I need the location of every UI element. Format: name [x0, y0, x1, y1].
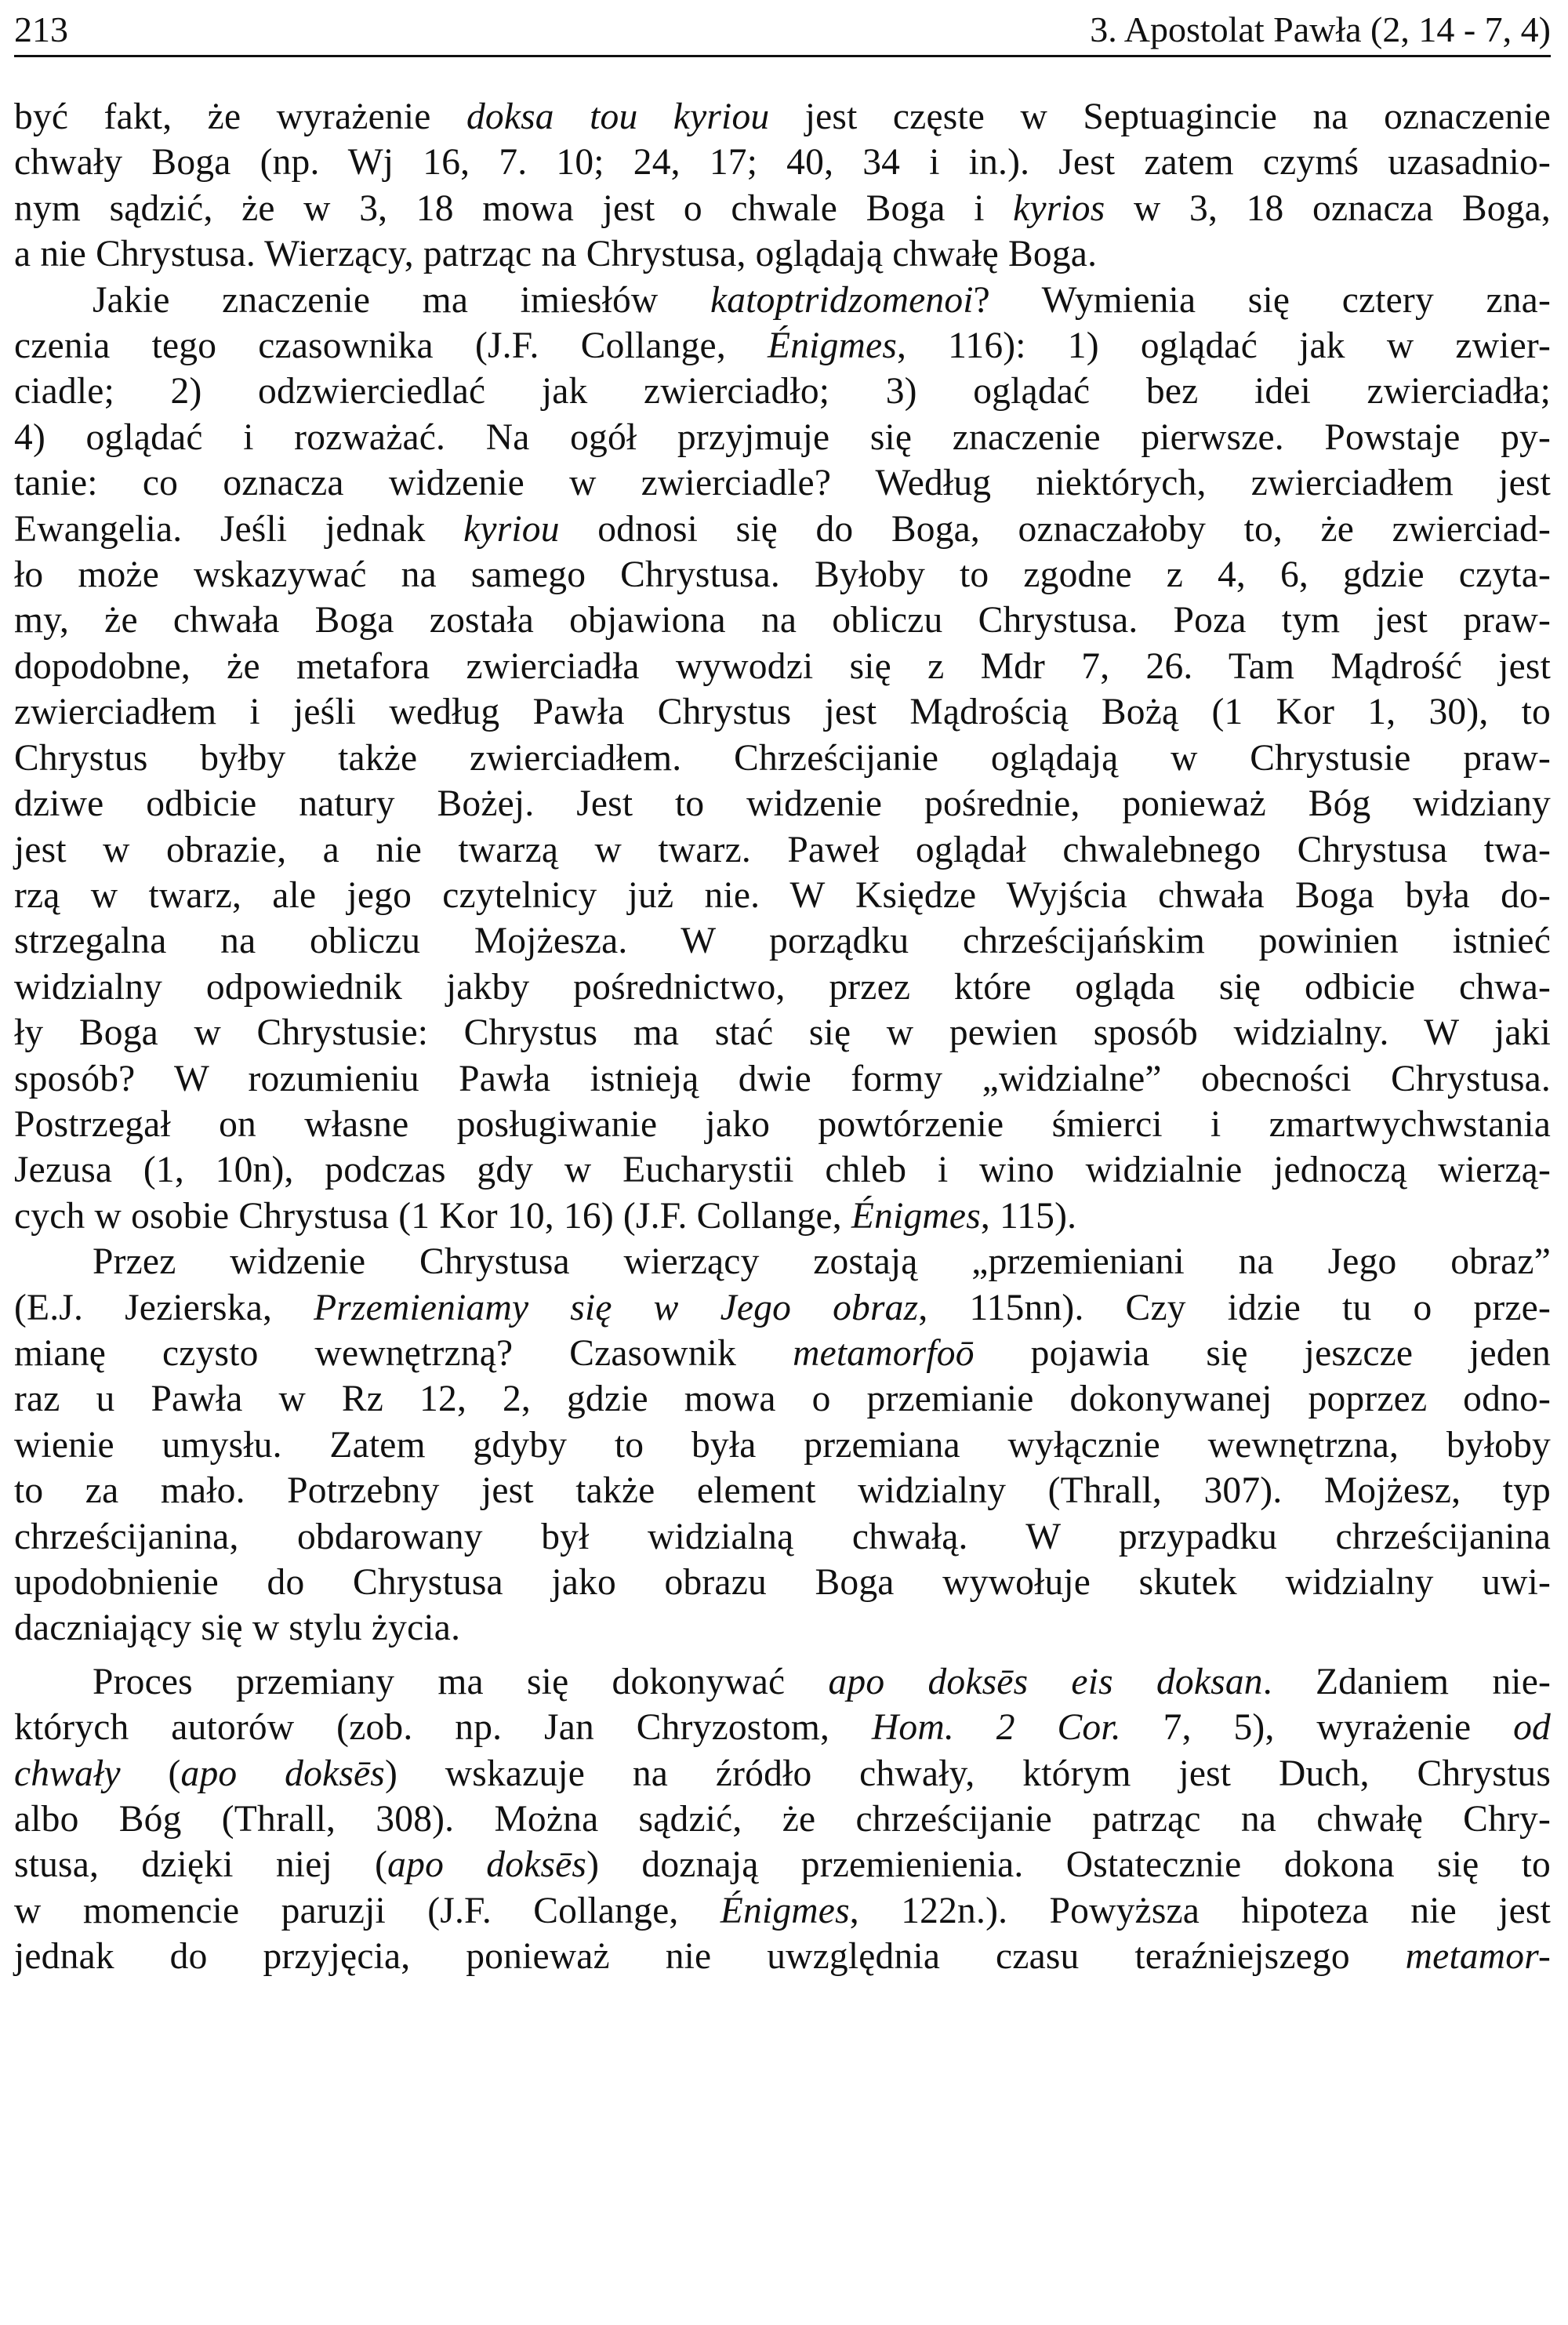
text-run: których autorów (zob. np. Jan Chryzostom, [14, 1707, 872, 1749]
text-line [14, 186, 1551, 231]
text-run: 4) oglądać i rozważać. Na ogół przyjmuje się znaczenie pierwsze. Powstaje py- [14, 416, 1551, 458]
text-run: ły Boga w Chrystusie: Chrystus ma stać się w pewien sposób widzialny. W jaki [14, 1012, 1551, 1054]
text-line [14, 1239, 1551, 1284]
text-line [14, 1147, 1551, 1193]
text-run: Przez widzenie Chrystusa wierzący zostają „przemieniani na Jego obraz” [93, 1241, 1551, 1283]
text-line [14, 1422, 1551, 1468]
italic-term: Énigmes [851, 1195, 981, 1237]
italic-term: apo doksēs eis doksan [828, 1661, 1263, 1702]
text-run: w 3, 18 oznacza Boga, [1105, 187, 1551, 229]
text-line [14, 1888, 1551, 1934]
text-line [14, 369, 1551, 414]
text-run: dziwe odbicie natury Bożej. Jest to widzenie pośrednie, ponieważ Bóg widziany [14, 783, 1551, 825]
text-run: (E.J. Jezierska, [14, 1287, 314, 1328]
text-line [14, 415, 1551, 460]
text-run: Jezusa (1, 10n), podczas gdy w Eucharystii chleb i wino widzialnie jednoczą wierzą- [14, 1150, 1551, 1191]
italic-term: Hom. 2 Cor. [871, 1707, 1121, 1749]
text-run: Jakie znaczenie ma imiesłów [93, 279, 710, 321]
text-run: być fakt, że wyrażenie [14, 96, 466, 137]
italic-term: metamor- [1405, 1936, 1551, 1978]
text-run: my, że chwała Boga została objawiona na obliczu Chrystusa. Poza tym jest praw- [14, 600, 1551, 641]
text-line [14, 1468, 1551, 1513]
text-line [14, 1193, 1551, 1239]
text-run: . Zdaniem nie- [1262, 1661, 1551, 1702]
italic-term: kyrios [1013, 187, 1105, 229]
text-run: , 115). [980, 1195, 1077, 1237]
text-line [14, 94, 1551, 140]
text-run: nym sądzić, że w 3, 18 mowa jest o chwale Boga i [14, 187, 1014, 229]
text-run: wienie umysłu. Zatem gdyby to była przemiana wyłącznie wewnętrzna, byłoby [14, 1424, 1551, 1466]
text-run: chrześcijanina, obdarowany był widzialną chwałą. W przypadku chrześcijanina [14, 1516, 1551, 1557]
text-run: ) doznają przemienienia. Ostatecznie dokona się to [586, 1844, 1551, 1886]
italic-term: apo doksēs [387, 1844, 587, 1886]
text-run: ło może wskazywać na samego Chrystusa. Byłoby to zgodne z 4, 6, gdzie czyta- [14, 554, 1551, 596]
text-run: rzą w twarz, ale jego czytelnicy już nie. W Księdze Wyjścia chwała Boga była do- [14, 874, 1551, 916]
text-line [14, 1010, 1551, 1055]
text-line [14, 598, 1551, 643]
text-line [14, 1842, 1551, 1887]
text-line [14, 1560, 1551, 1605]
text-run: albo Bóg (Thrall, 308). Można sądzić, że chrześcijanie patrząc na chwałę Chry- [14, 1799, 1551, 1840]
text-run: mianę czysto wewnętrzną? Czasownik [14, 1332, 793, 1374]
text-run: ( [120, 1753, 181, 1794]
italic-term: od [1513, 1707, 1551, 1749]
text-line [14, 460, 1551, 506]
text-run: Proces przemiany ma się dokonywać [93, 1661, 829, 1702]
text-run: Ewangelia. Jeśli jednak [14, 508, 464, 550]
text-line [14, 1934, 1551, 1979]
text-line [14, 507, 1551, 552]
text-line [14, 1751, 1551, 1796]
paragraph [14, 1659, 1551, 1980]
text-run: jest w obrazie, a nie twarzą w twarz. Paweł oglądał chwalebnego Chrystusa twa- [14, 829, 1551, 870]
text-line [14, 689, 1551, 735]
italic-term: Przemieniamy się w Jego obraz [314, 1287, 919, 1328]
text-line [14, 323, 1551, 369]
text-line [14, 1659, 1551, 1705]
text-run: , 116): 1) oglądać jak w zwier- [897, 325, 1551, 367]
body-text [14, 94, 1551, 1980]
text-line [14, 781, 1551, 826]
text-line [14, 231, 1551, 277]
text-run: tanie: co oznacza widzenie w zwierciadle? Według niektórych, zwierciadłem jest [14, 463, 1551, 504]
text-run: cych w osobie Chrystusa (1 Kor 10, 16) (J.F. Collange, [14, 1195, 851, 1237]
text-line [14, 965, 1551, 1010]
text-run: Postrzegał on własne posługiwanie jako powtórzenie śmierci i zmartwychwstania [14, 1103, 1551, 1145]
text-run: jest częste w Septuagincie na oznaczenie [769, 96, 1552, 137]
text-run: 7, 5), wyrażenie [1120, 1707, 1514, 1749]
text-run: zwierciadłem i jeśli według Pawła Chrystus jest Mądrością Bożą (1 Kor 1, 30), to [14, 692, 1551, 733]
text-line [14, 1376, 1551, 1422]
text-run: daczniający się w stylu życia. [14, 1608, 461, 1649]
paragraph [14, 278, 1551, 1240]
text-line [14, 1514, 1551, 1560]
text-run: czenia tego czasownika (J.F. Collange, [14, 325, 768, 367]
text-run: pojawia się jeszcze jeden [974, 1332, 1551, 1374]
text-line [14, 278, 1551, 323]
text-run: a nie Chrystusa. Wierzący, patrząc na Chrystusa, oglądają chwałę Boga. [14, 234, 1098, 275]
text-line [14, 827, 1551, 873]
italic-term: Énigmes [768, 325, 897, 367]
italic-term: katoptridzomenoi [710, 279, 974, 321]
text-line [14, 1705, 1551, 1750]
text-run: , 122n.). Powyższa hipoteza nie jest [849, 1890, 1551, 1931]
text-line [14, 1285, 1551, 1331]
chapter-title: 3. Apostolat Pawła (2, 14 - 7, 4) [1090, 9, 1551, 49]
running-head [14, 5, 1551, 57]
text-run: Chrystus byłby także zwierciadłem. Chrześcijanie oglądają w Chrystusie praw- [14, 737, 1551, 779]
text-run: raz u Pawła w Rz 12, 2, gdzie mowa o przemianie dokonywanej poprzez odno- [14, 1379, 1551, 1420]
paragraph [14, 1239, 1551, 1651]
text-line [14, 1056, 1551, 1102]
text-line [14, 140, 1551, 185]
text-line [14, 552, 1551, 598]
text-run: ? Wymienia się cztery zna- [973, 279, 1551, 321]
text-run: stusa, dzięki niej ( [14, 1844, 388, 1886]
text-run: w momencie paruzji (J.F. Collange, [14, 1890, 720, 1931]
text-line [14, 1605, 1551, 1651]
italic-term: metamorfoō [793, 1332, 975, 1374]
paragraph [14, 94, 1551, 278]
text-run: strzegalna na obliczu Mojżesza. W porządku chrześcijańskim powinien istnieć [14, 921, 1551, 962]
italic-term: Énigmes [720, 1890, 850, 1931]
text-run: sposób? W rozumieniu Pawła istnieją dwie formy „widzialne” obecności Chrystusa. [14, 1058, 1551, 1099]
italic-term: doksa tou kyriou [466, 96, 770, 137]
text-run: jednak do przyjęcia, ponieważ nie uwzględnia czasu teraźniejszego [14, 1936, 1406, 1978]
text-line [14, 736, 1551, 781]
text-run: upodobnienie do Chrystusa jako obrazu Boga wywołuje skutek widzialny uwi- [14, 1562, 1551, 1603]
italic-term: chwały [14, 1753, 121, 1794]
text-line [14, 918, 1551, 964]
text-line [14, 644, 1551, 689]
text-run: , 115nn). Czy idzie tu o prze- [918, 1287, 1551, 1328]
text-run: ciadle; 2) odzwierciedlać jak zwierciadło; 3) oglądać bez idei zwierciadła; [14, 371, 1551, 412]
text-run: to za mało. Potrzebny jest także element widzialny (Thrall, 307). Mojżesz, typ [14, 1470, 1551, 1512]
text-run: widzialny odpowiednik jakby pośrednictwo, przez które ogląda się odbicie chwa- [14, 966, 1551, 1008]
text-run: dopodobne, że metafora zwierciadła wywodzi się z Mdr 7, 26. Tam Mądrość jest [14, 645, 1551, 687]
text-line [14, 873, 1551, 918]
text-line [14, 1102, 1551, 1147]
text-run: ) wskazuje na źródło chwały, którym jest Duch, Chrystus [384, 1753, 1551, 1794]
italic-term: kyriou [463, 508, 560, 550]
text-run: odnosi się do Boga, oznaczałoby to, że zwierciad- [559, 508, 1551, 550]
italic-term: apo doksēs [180, 1753, 385, 1794]
text-line [14, 1331, 1551, 1376]
page-number: 213 [14, 9, 68, 49]
text-line [14, 1796, 1551, 1842]
text-run: chwały Boga (np. Wj 16, 7. 10; 24, 17; 40, 34 i in.). Jest zatem czymś uzasadnio- [14, 142, 1551, 183]
